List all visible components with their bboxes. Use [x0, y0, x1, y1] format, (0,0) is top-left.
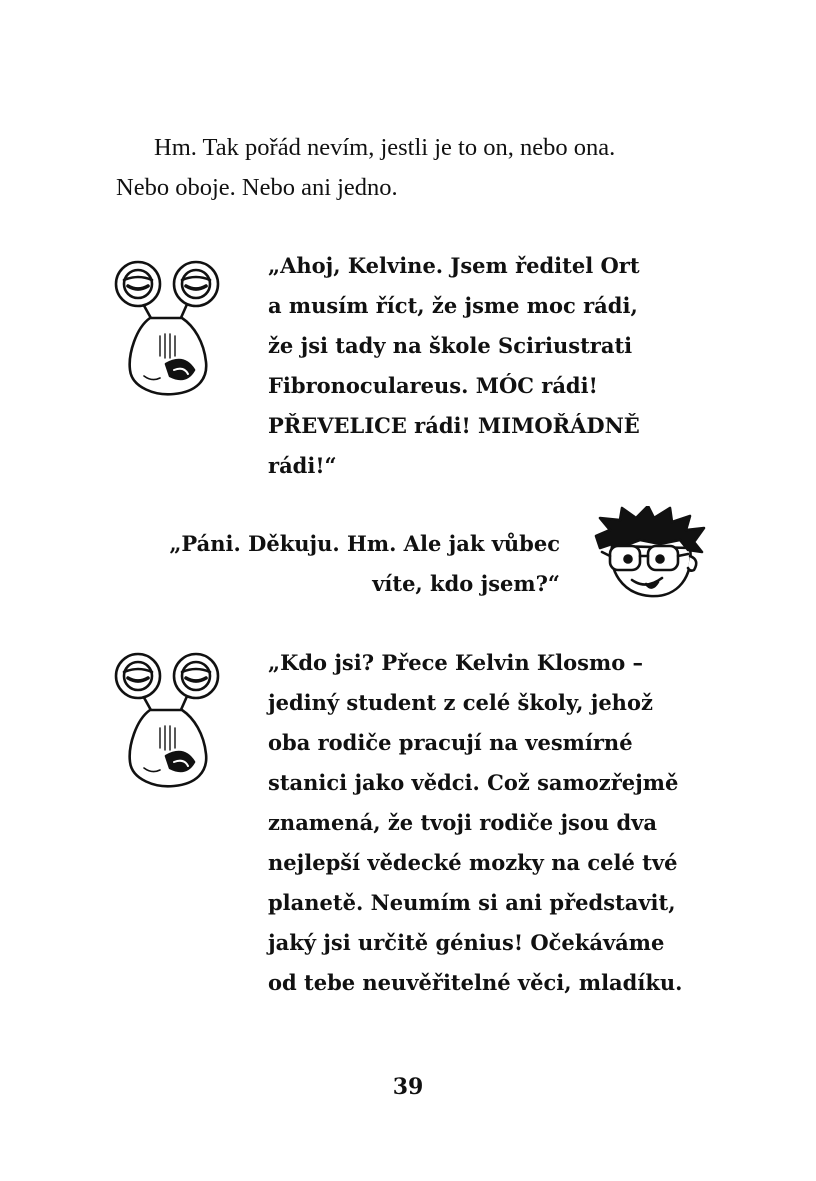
- alien-principal-icon: [108, 258, 226, 398]
- speech-line: „Páni. Děkuju. Hm. Ale jak vůbec: [169, 531, 560, 556]
- speech-line: rádi!“: [268, 453, 337, 478]
- speech-line: oba rodiče pracují na vesmírné: [268, 730, 633, 755]
- speech-principal-explanation: [268, 643, 682, 1003]
- speech-line: planetě. Neumím si ani představit,: [268, 890, 676, 915]
- speech-line: že jsi tady na škole Sciriustrati: [268, 333, 633, 358]
- speech-line: PŘEVELICE rádi! MIMOŘÁDNĚ: [268, 413, 640, 438]
- speech-kelvin-reply: [140, 524, 560, 604]
- alien-principal-icon: [108, 650, 226, 790]
- speech-line: stanici jako vědci. Což samozřejmě: [268, 770, 679, 795]
- speech-line: „Ahoj, Kelvine. Jsem ředitel Ort: [268, 253, 640, 278]
- speech-line: Fibronoculareus. MÓC rádi!: [268, 373, 598, 398]
- narration-line: Hm. Tak pořád nevím, jestli je to on, nebo ona.: [154, 134, 616, 161]
- speech-line: znamená, že tvoji rodiče jsou dva: [268, 810, 657, 835]
- speech-line: víte, kdo jsem?“: [372, 571, 560, 596]
- speech-line: jaký jsi určitě génius! Očekáváme: [268, 930, 665, 955]
- boy-kelvin-icon: [590, 506, 708, 600]
- speech-line: nejlepší vědecké mozky na celé tvé: [268, 850, 678, 875]
- speech-line: „Kdo jsi? Přece Kelvin Klosmo –: [268, 650, 644, 675]
- page-number: 39: [392, 1074, 424, 1100]
- speech-principal-greeting: [268, 246, 640, 486]
- narration-paragraph: [116, 128, 716, 208]
- speech-line: jediný student z celé školy, jehož: [268, 690, 653, 715]
- speech-line: a musím říct, že jsme moc rádi,: [268, 293, 638, 318]
- narration-line: Nebo oboje. Nebo ani jedno.: [116, 174, 398, 201]
- speech-line: od tebe neuvěřitelné věci, mladíku.: [268, 970, 683, 995]
